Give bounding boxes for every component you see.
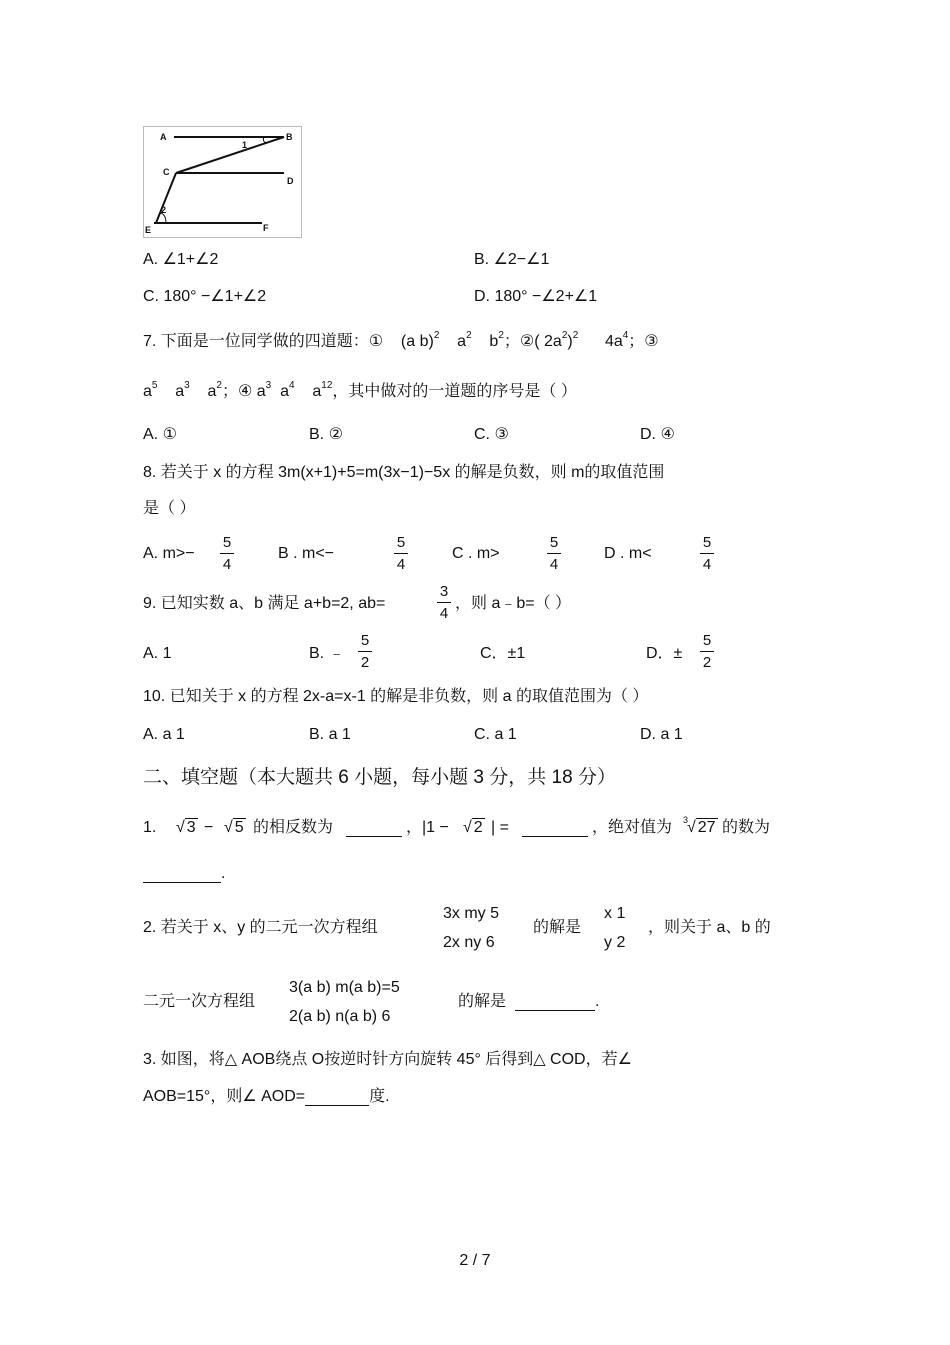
q10-option-c: C. a 1 (474, 726, 517, 743)
q9-text-1: 9. 已知实数 a、b 满足 a+b=2, ab= (143, 595, 386, 612)
label-A: A (160, 132, 167, 142)
q9-option-b-fraction: 5 2 (358, 633, 372, 670)
q7-line-1: 7. 下面是一位同学做的四道题：① (a b)$^2$ $a^2$ $b^2$；②( $2a^2)^2$ $4a^4$；③ (143, 330, 659, 350)
q8-option-d-fraction: 5 4 (700, 535, 714, 572)
fill-1-text-4: ，绝对值为 (592, 819, 673, 836)
section-heading: 二、填空题（本大题共 6 小题，每小题 3 分，共 18 分） (143, 767, 616, 788)
q8-option-b: B . m<− (278, 545, 335, 562)
fill-1-text-2: ，|1 − (406, 819, 449, 836)
q8-option-b-fraction: 5 4 (394, 535, 408, 572)
q6-option-a: A. ∠1+∠2 (143, 251, 219, 268)
fill-2-system-eq-3: 3(a b) m(a b)=5 (289, 979, 400, 996)
fill-1-root-index: 3 (683, 815, 689, 825)
fill-1-blank-1 (346, 820, 404, 837)
q10-option-d: D. a 1 (640, 726, 683, 743)
label-F: F (263, 223, 269, 233)
angle-1-label: 1 (242, 140, 248, 150)
fill-1-number: 1. (143, 819, 157, 836)
fill-3-line-2: AOB=15°，则∠ AOD= 度. (143, 1088, 390, 1105)
q8-option-c: C . m> (452, 545, 500, 562)
q6-option-b: B. ∠2−∠1 (474, 251, 550, 268)
fill-2-system-eq-2: 2x ny 6 (443, 934, 495, 951)
fill-1-blank-3: . (143, 866, 227, 883)
q6-option-d: D. 180° −∠2+∠1 (474, 288, 598, 305)
fill-1-cube-root-27: √ 27 (687, 819, 716, 836)
fill-2-mid: 的解是 (533, 919, 582, 936)
label-D: D (287, 176, 294, 186)
q8-option-a: A. m>− (143, 545, 195, 562)
q9-text-2: ，则 a﹣b=（ ） (455, 595, 572, 612)
fill-1-blank-2 (522, 820, 590, 837)
label-C: C (163, 167, 170, 177)
fill-2-solution-y: y 2 (604, 934, 626, 951)
q9-option-d-fraction: 5 2 (700, 633, 714, 670)
q9-option-c: C．±1 (480, 645, 526, 662)
fill-1-root-3: √ 3 (176, 819, 196, 836)
fill-1-root-5: √ 5 (224, 819, 244, 836)
q9-fraction: 3 4 (437, 584, 451, 621)
page-number: 2 / 7 (459, 1252, 491, 1269)
label-B: B (286, 132, 293, 142)
q8-line-2: 是（ ） (143, 500, 196, 517)
fill-2-tail: ，则关于 a、b 的 (648, 919, 771, 936)
q7-option-d: D. ④ (640, 426, 675, 443)
q9-option-d: D．± (646, 645, 683, 662)
fill-1-text-5: 的数为 (722, 819, 771, 836)
q8-option-d: D . m< (604, 545, 652, 562)
q10-option-a: A. a 1 (143, 726, 185, 743)
q7-line-2: $a^5$ $a^3$ $a^2$；④ $a^3$ $a^4$ $a^{12}$，其中做对的一道题的序号是（ ） (143, 380, 577, 400)
angle-2-label: 2 (161, 205, 167, 215)
fill-2-blank: . (515, 994, 601, 1011)
geometry-figure (143, 126, 302, 238)
fill-1-minus: − (204, 819, 214, 836)
q9-option-b: B. ﹣ (309, 645, 345, 662)
label-E: E (145, 225, 152, 235)
q10-option-b: B. a 1 (309, 726, 351, 743)
fill-2-mid-2: 的解是 (458, 993, 507, 1010)
q9-option-a: A. 1 (143, 645, 172, 662)
fill-2-solution-x: x 1 (604, 905, 626, 922)
fill-1-root-2: √ 2 (463, 819, 483, 836)
fill-3-line-1: 3. 如图，将△ AOB绕点 O按逆时针方向旋转 45° 后得到△ COD，若∠ (143, 1051, 632, 1068)
fill-2-system-eq-4: 2(a b) n(a b) 6 (289, 1008, 391, 1025)
q7-option-b: B. ② (309, 426, 343, 443)
q10-text: 10. 已知关于 x 的方程 2x-a=x-1 的解是非负数，则 a 的取值范围为（ ） (143, 688, 649, 705)
fill-1-text-1: 的相反数为 (253, 819, 334, 836)
fill-2-lead-2: 二元一次方程组 (143, 993, 256, 1010)
fill-2-system-eq-1: 3x my 5 (443, 905, 500, 922)
q8-option-c-fraction: 5 4 (547, 535, 561, 572)
q7-option-a: A. ① (143, 426, 177, 443)
q7-option-c: C. ③ (474, 426, 509, 443)
q8-line-1: 8. 若关于 x 的方程 3m(x+1)+5=m(3x−1)−5x 的解是负数，则 m的取值范围 (143, 464, 665, 481)
q6-option-c: C. 180° −∠1+∠2 (143, 288, 267, 305)
q8-option-a-fraction: 5 4 (220, 535, 234, 572)
fill-2-lead: 2. 若关于 x、y 的二元一次方程组 (143, 919, 378, 936)
fill-1-text-3: | = (491, 819, 509, 836)
